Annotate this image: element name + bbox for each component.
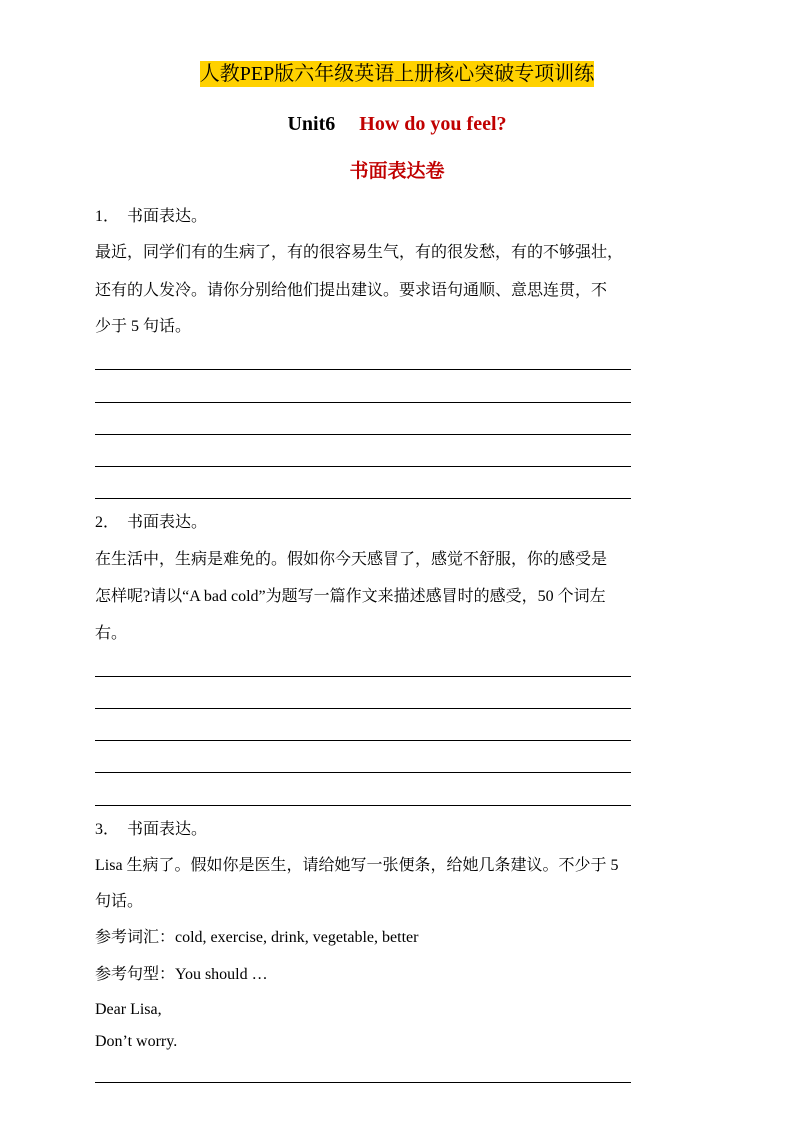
title-segment: PEP bbox=[239, 63, 275, 85]
answer-line[interactable] bbox=[95, 498, 631, 499]
q3-heading: 3． 书面表达。 bbox=[95, 821, 208, 838]
answer-line[interactable] bbox=[95, 676, 631, 677]
q2-prompt-line: 怎样呢?请以“A bad cold”为题写一篇作文来描述感冒时的感受，50 个词左 bbox=[95, 588, 606, 605]
answer-line[interactable] bbox=[95, 772, 631, 773]
unit-number: Unit6 bbox=[287, 113, 336, 135]
q3-letter-greeting: Dear Lisa, bbox=[95, 1001, 162, 1018]
q3-prompt-line: Lisa 生病了。假如你是医生，请给她写一张便条，给她几条建议。不少于 5 bbox=[95, 857, 619, 874]
answer-line[interactable] bbox=[95, 402, 631, 403]
answer-line[interactable] bbox=[95, 708, 631, 709]
q2-prompt-line: 在生活中，生病是难免的。假如你今天感冒了，感觉不舒服，你的感受是 bbox=[95, 551, 608, 568]
title-segment: 版六年级英语上册核心突破专项训练 bbox=[274, 63, 595, 85]
q1-prompt-line: 最近，同学们有的生病了，有的很容易生气，有的很发愁，有的不够强壮， bbox=[95, 244, 624, 261]
answer-line[interactable] bbox=[95, 434, 631, 435]
q2-prompt-line: 右。 bbox=[95, 625, 128, 642]
unit-title: How do you feel? bbox=[359, 113, 507, 135]
answer-line[interactable] bbox=[95, 1082, 631, 1083]
q1-heading: 1． 书面表达。 bbox=[95, 208, 208, 225]
q1-prompt-line: 少于 5 句话。 bbox=[95, 318, 192, 335]
answer-line[interactable] bbox=[95, 369, 631, 370]
section-subtitle: 书面表达卷 bbox=[349, 160, 445, 182]
worksheet-title bbox=[0, 58, 794, 90]
unit-heading bbox=[0, 110, 794, 138]
q3-reference-sentence: 参考句型：You should … bbox=[95, 966, 268, 983]
q3-reference-words: 参考词汇：cold, exercise, drink, vegetable, better bbox=[95, 929, 419, 946]
title-segment: 人教 bbox=[199, 63, 240, 85]
q2-heading: 2． 书面表达。 bbox=[95, 514, 208, 531]
answer-line[interactable] bbox=[95, 740, 631, 741]
q1-prompt-line: 还有的人发冷。请你分别给他们提出建议。要求语句通顺、意思连贯，不 bbox=[95, 282, 608, 299]
q3-letter-opening: Don’t worry. bbox=[95, 1033, 178, 1050]
q3-prompt-line: 句话。 bbox=[95, 893, 144, 910]
answer-line[interactable] bbox=[95, 805, 631, 806]
answer-line[interactable] bbox=[95, 466, 631, 467]
